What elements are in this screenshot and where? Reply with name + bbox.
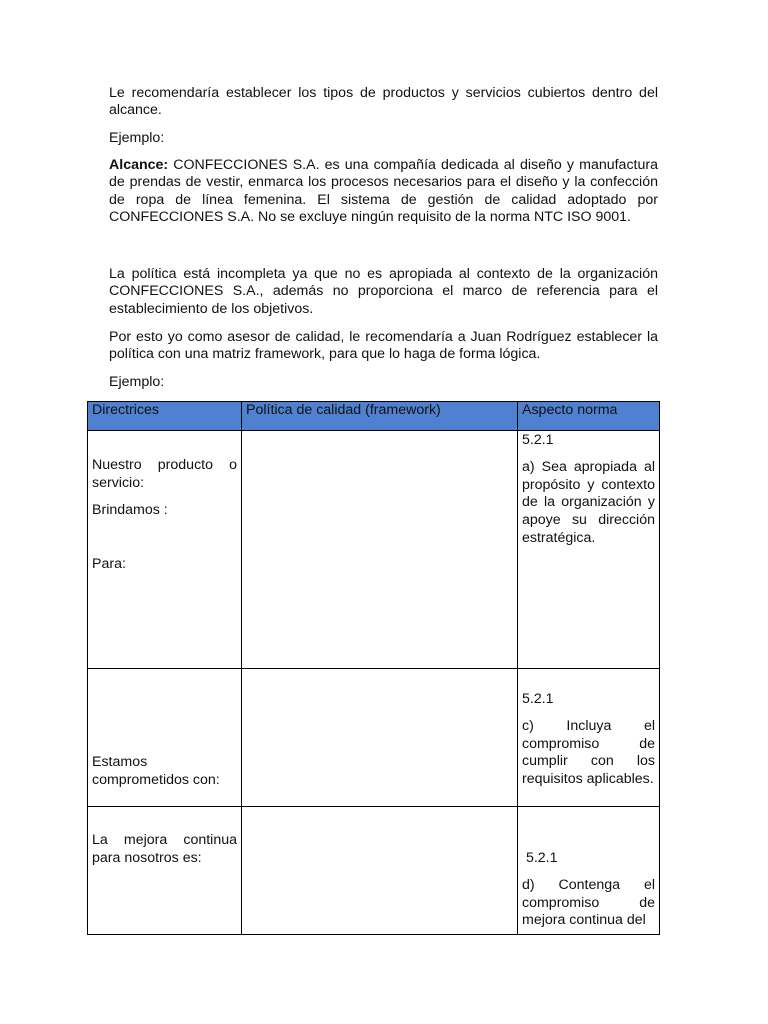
table-row bbox=[88, 669, 660, 807]
recommendation-paragraph: Le recomendaría establecer los tipos de productos y servicios cubiertos dentro del alcance. bbox=[109, 85, 658, 119]
row1-directriz-brindamos: Brindamos : bbox=[92, 501, 168, 518]
row1-directrices-cell bbox=[88, 431, 242, 669]
row2-politica-cell bbox=[242, 669, 518, 807]
row2-aspecto-cell bbox=[518, 669, 660, 807]
alcance-text: CONFECCIONES S.A. es una compañía dedicada al diseño y manufactura de prendas de vestir, enmarca los procesos necesarios para el diseño y la confección de ropa de línea femenina. El sistema de gestión de calidad adoptado por CONFECCIONES S.A. No se excluye ningún requisito de la norma NTC ISO 9001. bbox=[109, 157, 658, 225]
asesor-paragraph: Por esto yo como asesor de calidad, le recomendaría a Juan Rodríguez establecer la política con una matriz framework, para que lo haga de forma lógica. bbox=[109, 329, 658, 363]
table-row bbox=[88, 431, 660, 669]
row3-aspecto-text: d) Contenga el compromiso de mejora continua del bbox=[522, 876, 655, 929]
row3-directriz: La mejora continua para nosotros es: bbox=[92, 832, 237, 866]
row1-politica-cell bbox=[242, 431, 518, 669]
policy-matrix-table bbox=[87, 401, 660, 935]
table-row bbox=[88, 807, 660, 935]
row2-directrices-cell bbox=[88, 669, 242, 807]
row2-aspecto-number: 5.2.1 bbox=[522, 691, 554, 707]
header-politica: Política de calidad (framework) bbox=[242, 402, 518, 431]
header-aspecto: Aspecto norma bbox=[518, 402, 660, 431]
row1-aspecto-cell bbox=[518, 431, 660, 669]
table-header-row bbox=[88, 402, 660, 431]
row2-directriz: Estamos comprometidos con: bbox=[92, 754, 220, 788]
row3-directrices-cell bbox=[88, 807, 242, 935]
politica-paragraph: La política está incompleta ya que no es apropiada al contexto de la organización CONFECCIONES S.A., además no proporciona el marco de referencia para el establecimiento de los objetivos. bbox=[109, 266, 658, 317]
alcance-paragraph bbox=[109, 157, 658, 226]
row3-aspecto-cell bbox=[518, 807, 660, 935]
row1-directriz-para: Para: bbox=[92, 556, 126, 573]
row2-aspecto-text: c) Incluya el compromiso de cumplir con los requisitos aplicables. bbox=[522, 717, 655, 788]
example-label-2: Ejemplo: bbox=[109, 374, 165, 390]
alcance-label: Alcance: bbox=[109, 157, 169, 173]
row1-aspecto-text: a) Sea apropiada al propósito y contexto de la organización y apoye su dirección estratégica. bbox=[522, 458, 655, 546]
row1-directriz-producto: Nuestro producto o servicio: bbox=[92, 457, 237, 491]
row3-aspecto-number: 5.2.1 bbox=[522, 850, 558, 866]
header-directrices: Directrices bbox=[88, 402, 242, 431]
row3-politica-cell bbox=[242, 807, 518, 935]
row1-aspecto-number: 5.2.1 bbox=[522, 432, 554, 448]
example-label: Ejemplo: bbox=[109, 130, 165, 146]
